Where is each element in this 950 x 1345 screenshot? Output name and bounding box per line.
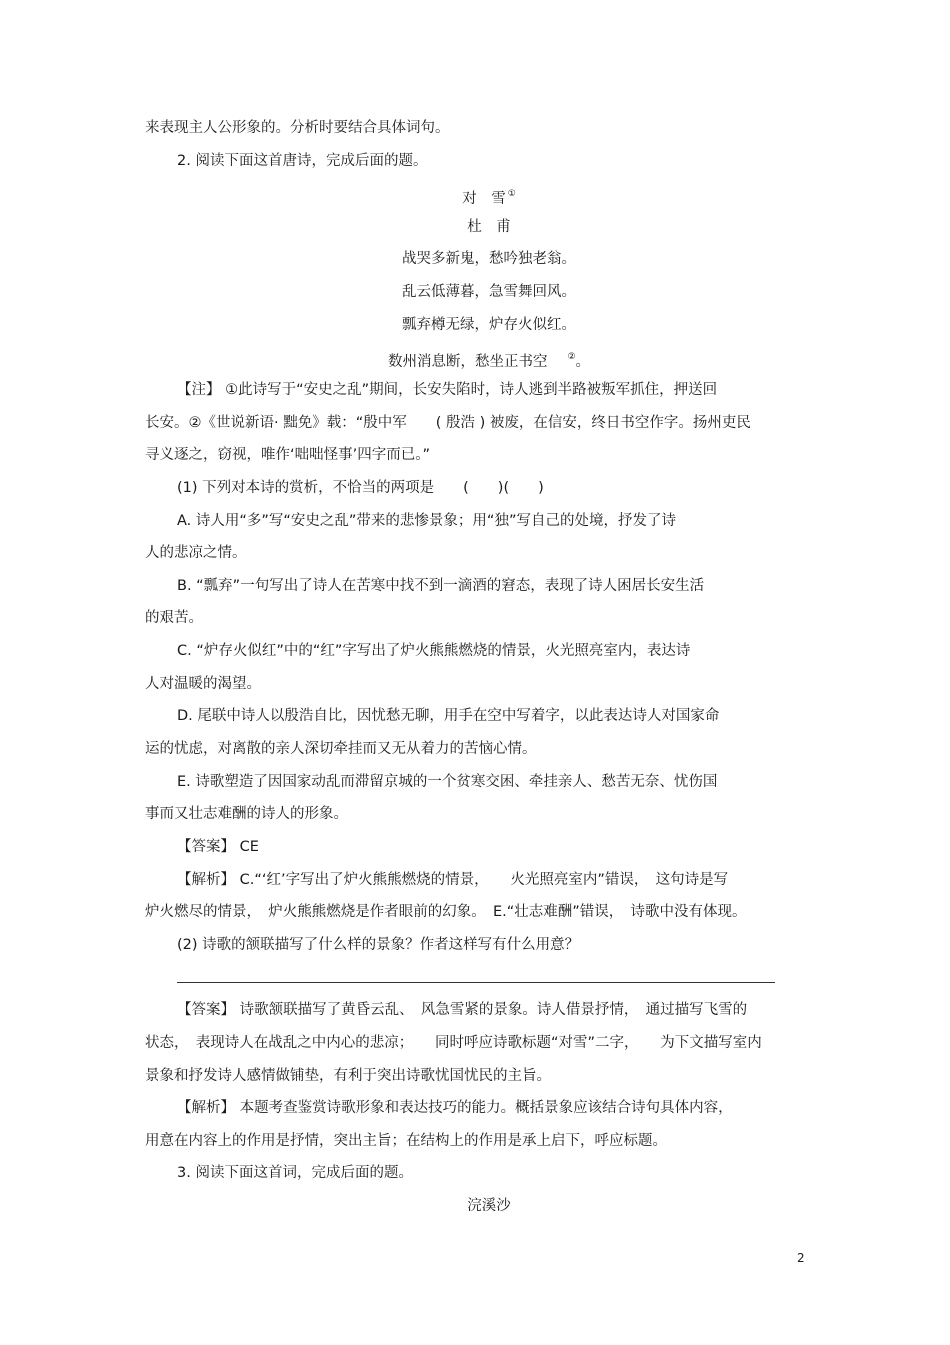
explanation-2-cont: 用意在内容上的作用是抒情，突出主旨；在结构上的作用是承上启下，呼应标题。 <box>145 1133 667 1149</box>
answer-2: 【答案】 诗歌颔联描写了黄昏云乱、 风急雪紧的景象。诗人借景抒情， 通过描写飞雪的 <box>177 1002 748 1018</box>
option-a: A. 诗人用“多”写“安史之乱”带来的悲惨景象；用“独”写自己的处境，抒发了诗 <box>177 513 676 529</box>
poem-line: 战哭多新鬼，愁吟独老翁。 <box>402 251 576 267</box>
option-d: D. 尾联中诗人以殷浩自比，因忧愁无聊，用手在空中写着字，以此表达诗人对国家命 <box>177 708 720 724</box>
text-line: 来表现主人公形象的。分析时要结合具体词句。 <box>145 120 450 136</box>
question-3-heading: 3. 阅读下面这首词，完成后面的题。 <box>177 1165 413 1181</box>
annotation-line: 寻义逐之，窃视，唯作‘咄咄怪事’四字而已。” <box>145 447 430 463</box>
question-2-heading: 2. 阅读下面这首唐诗，完成后面的题。 <box>177 153 428 169</box>
poem-line: 数州消息断，愁坐正书空 ②。 <box>387 352 591 370</box>
option-a-cont: 人的悲凉之情。 <box>145 545 247 561</box>
explanation-1-cont: 炉火燃尽的情景， 炉火熊熊燃烧是作者眼前的幻象。 E.“壮志难酬”错误， 诗歌中没有体现。 <box>145 904 747 920</box>
option-b-cont: 的艰苦。 <box>145 610 203 626</box>
option-c-cont: 人对温暖的渴望。 <box>145 676 261 692</box>
answer-blank-line <box>177 982 775 983</box>
explanation-1: 【解析】 C.“‘红’字写出了炉火熊熊燃烧的情景， 火光照亮室内”错误， 这句诗是写 <box>177 872 729 888</box>
sub-question-2: (2) 诗歌的颔联描写了什么样的景象？作者这样写有什么用意？ <box>177 937 580 953</box>
option-b: B. “瓢弃”一句写出了诗人在苦寒中找不到一滴酒的窘态，表现了诗人困居长安生活 <box>177 578 705 594</box>
poem-line: 瓢弃樽无绿，炉存火似红。 <box>402 317 576 333</box>
answer-2-cont: 景象和抒发诗人感情做铺垫，有利于突出诗歌忧国忧民的主旨。 <box>145 1068 551 1084</box>
poem2-title: 浣溪沙 <box>467 1198 511 1214</box>
poem-title: 对 雪 ① <box>462 189 516 207</box>
answer-1: 【答案】 CE <box>177 839 259 855</box>
answer-2-cont: 状态， 表现诗人在战乱之中内心的悲凉； 同时呼应诗歌标题“对雪”二字， 为下文描写室内 <box>145 1035 762 1051</box>
sub-question-1: (1) 下列对本诗的赏析，不恰当的两项是 ( )( ) <box>177 480 544 496</box>
option-e-cont: 事而又壮志难酬的诗人的形象。 <box>145 806 348 822</box>
poem-author: 杜 甫 <box>467 219 511 235</box>
option-d-cont: 运的忧虑，对离散的亲人深切牵挂而又无从着力的苦恼心情。 <box>145 741 537 757</box>
annotation-line: 长安。②《世说新语· 黜免》载：“殷中军 ( 殷浩 ) 被废，在信安，终日书空作字。扬州吏民 <box>145 415 751 431</box>
annotation-line: 【注】 ①此诗写于“安史之乱”期间，长安失陷时，诗人逃到半路被叛军抓住，押送回 <box>177 382 718 398</box>
poem-line: 乱云低薄暮，急雪舞回风。 <box>402 284 576 300</box>
page-number: 2 <box>797 1251 805 1265</box>
option-e: E. 诗歌塑造了因国家动乱而滞留京城的一个贫寒交困、牵挂亲人、愁苦无奈、忧伤国 <box>177 774 718 790</box>
option-c: C. “炉存火似红”中的“红”字写出了炉火熊熊燃烧的情景，火光照亮室内，表达诗 <box>177 643 691 659</box>
explanation-2: 【解析】 本题考查鉴赏诗歌形象和表达技巧的能力。概括景象应该结合诗句具体内容， <box>177 1100 733 1116</box>
